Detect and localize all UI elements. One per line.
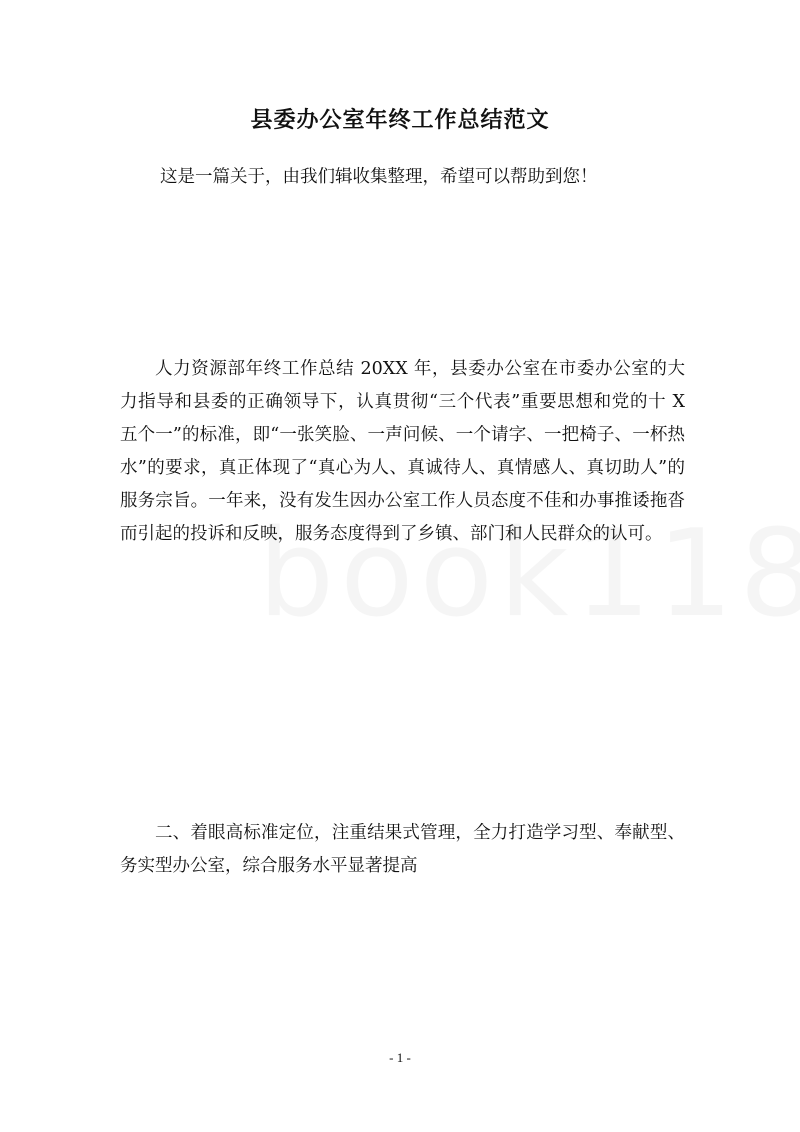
intro-line: 这是一篇关于，由我们辑收集整理，希望可以帮助到您！ bbox=[160, 167, 598, 187]
document-title: 县委办公室年终工作总结范文 bbox=[250, 107, 550, 133]
body-paragraph-2: 二、着眼高标准定位，注重结果式管理，全力打造学习型、奉献型、务实型办公室，综合服务水平显著提高 bbox=[120, 823, 685, 876]
page-number: - 1 - bbox=[389, 1050, 411, 1065]
body-paragraph-1: 人力资源部年终工作总结 20XX 年，县委办公室在市委办公室的大力指导和县委的正确领导下，认真贯彻“三个代表”重要思想和党的十 X 五个一”的标准，即“一张笑脸、一声问候、一个请字、一把椅子、一杯热水”的要求，真正体现了“真心为人、真诚待人、真情感人、真切助人”的服务宗旨。一年来，没有发生因办公室工作人员态度不佳和办事推诿拖沓而引起的投诉和反映，服务态度得到了乡镇、部门和人民群众的认可。 bbox=[120, 359, 685, 544]
